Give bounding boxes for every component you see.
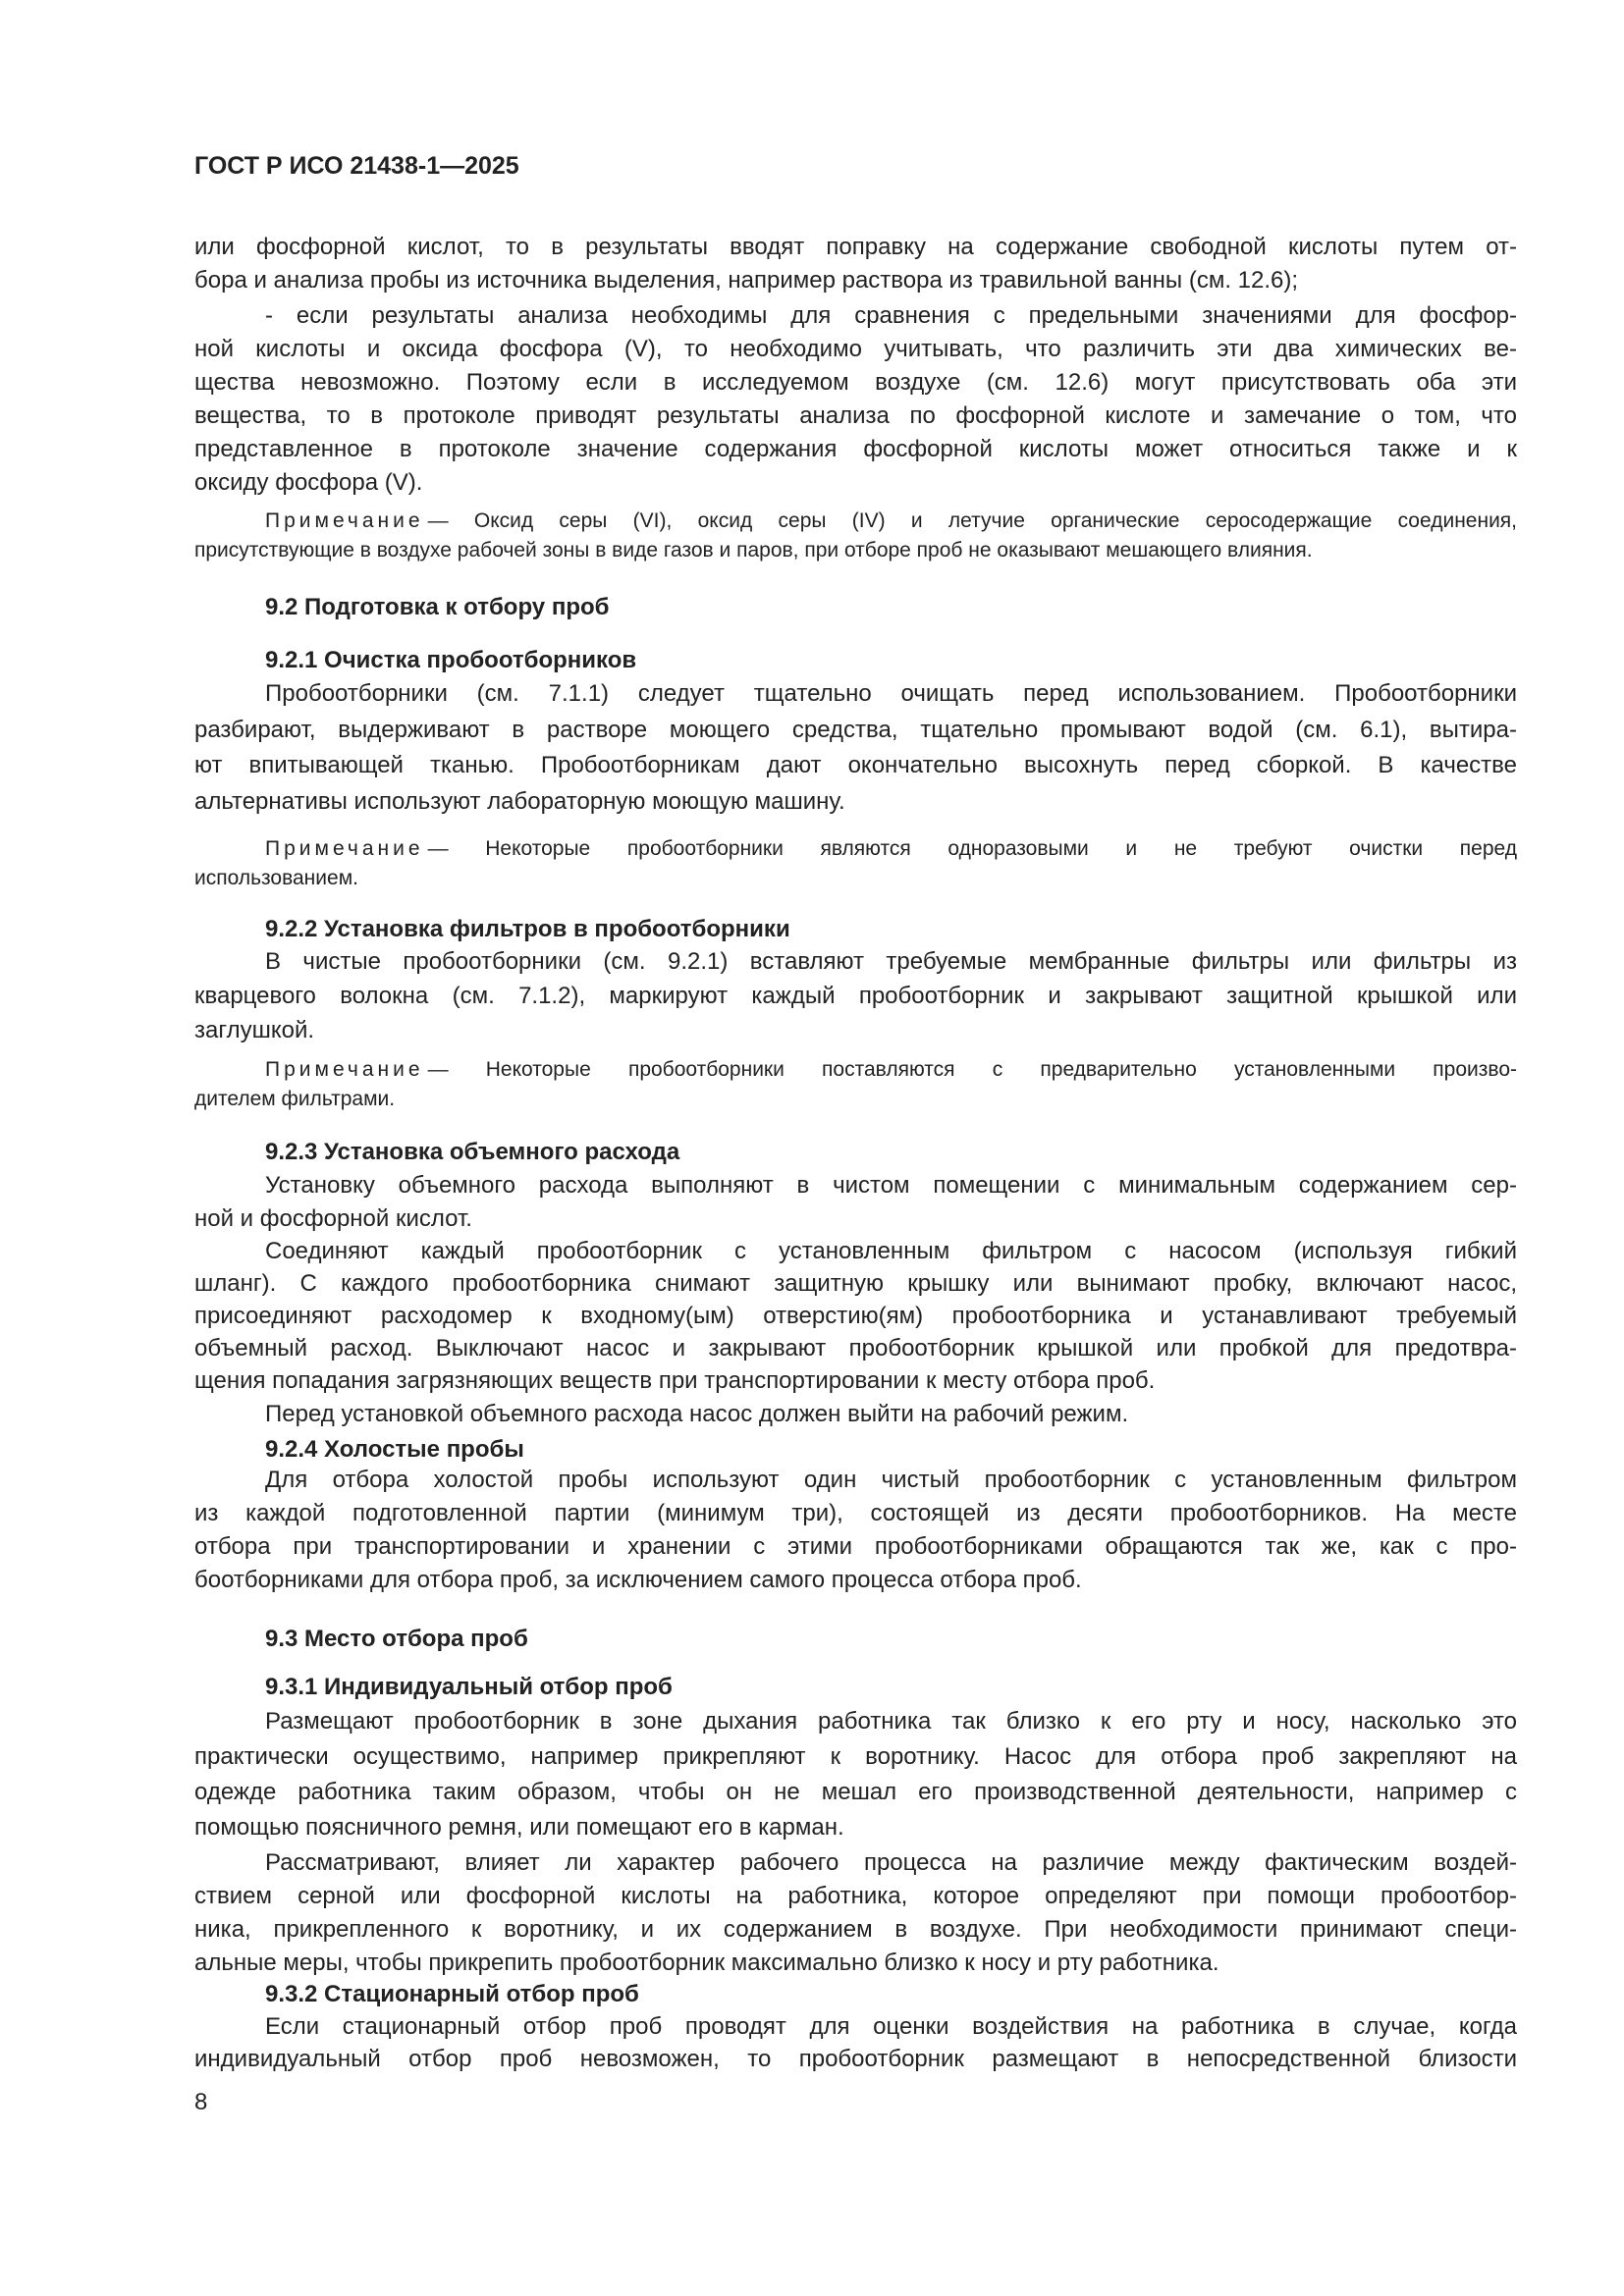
text-line: Соединяют каждый пробоотборник с установленным фильтром с насосом (используя гибкий [265,1238,1517,1264]
text-line: Если стационарный отбор проб проводят для оценки воздействия на работника в случае, когда [265,2013,1517,2040]
paragraph [194,231,1517,297]
text-line: боотборниками для отбора проб, за исключением самого процесса отбора проб. [194,1567,1082,1593]
text-line: вещества, то в протоколе приводят результаты анализа по фосфорной кислоте и замечание о том, что [194,402,1517,429]
note-label: Примечание [265,837,424,860]
text-line: Установку объемного расхода выполняют в чистом помещении с минимальным содержанием сер- [265,1172,1517,1199]
section-heading [194,1432,1517,1468]
text-line: кварцевого волокна (см. 7.1.2), маркируют каждый пробоотборник и закрывают защитной крышкой или [194,983,1517,1009]
text-line: Размещают пробоотборник в зоне дыхания работника так близко к его рту и носу, насколько это [265,1708,1517,1735]
note-paragraph [194,1055,1517,1114]
text-line: ника, прикрепленного к воротнику, и их содержанием в воздухе. При необходимости принимают специ- [194,1916,1517,1943]
text-line: представленное в протоколе значение содержания фосфорной кислоты может относиться также и к [194,436,1517,462]
note-paragraph [194,834,1517,893]
text-line: Для отбора холостой пробы используют один чистый пробоотборник с установленным фильтром [265,1467,1517,1493]
text-line: присутствующие в воздухе рабочей зоны в виде газов и паров, при отборе проб не оказывают мешающего влияния. [194,539,1313,561]
page-number: 8 [194,2089,208,2115]
text-line: Пробоотборники (см. 7.1.1) следует тщательно очищать перед использованием. Пробоотборники [265,680,1517,707]
text-line: заглушкой. [194,1017,315,1043]
paragraph [194,676,1517,820]
paragraph [194,1704,1517,1845]
section-heading [194,1622,1517,1657]
text-line: щения попадания загрязняющих веществ при транспортировании к месту отбора проб. [194,1367,1156,1394]
text-line: - если результаты анализа необходимы для сравнения с предельными значениями для фосфор- [265,302,1517,329]
note-label: Примечание [265,509,424,532]
section-heading-text: 9.2.1 Очистка пробоотборников [265,647,637,673]
paragraph [194,944,1517,1047]
section-heading [194,643,1517,678]
section-heading [194,912,1517,947]
text-line: ют впитывающей тканью. Пробоотборникам дают окончательно высохнуть перед сборкой. В качестве [194,752,1517,779]
section-heading-text: 9.2.4 Холостые пробы [265,1436,524,1463]
text-line: шланг). С каждого пробоотборника снимают защитную крышку или вынимают пробку, включают насос, [194,1270,1517,1297]
section-heading [194,1135,1517,1170]
text-line [194,1055,1517,1085]
paragraph [194,2010,1517,2075]
text-line: Перед установкой объемного расхода насос должен выйти на рабочий режим. [265,1401,1129,1427]
paragraph [194,1169,1517,1236]
text-line: оксиду фосфора (V). [194,469,423,496]
text-line: помощью поясничного ремня, или помещают его в карман. [194,1814,844,1841]
text-line [194,834,1517,864]
text-line: индивидуальный отбор проб невозможен, то пробоотборник размещают в непосредственной близости [194,2046,1517,2072]
text-line: использованием. [194,867,358,889]
paragraph [194,299,1517,500]
section-heading-text: 9.2 Подготовка к отбору проб [265,594,610,620]
text-line: бора и анализа пробы из источника выделения, например раствора из травильной ванны (см. 12.6); [194,267,1299,294]
section-heading [194,1670,1517,1705]
note-text: — Оксид серы (VI), оксид серы (IV) и летучие органические серосодержащие соединения, [427,509,1517,532]
paragraph [194,1846,1517,1980]
section-heading-text: 9.2.2 Установка фильтров в пробоотборники [265,916,790,942]
section-heading [194,590,1517,625]
section-heading-text: 9.3.1 Индивидуальный отбор проб [265,1674,673,1700]
section-heading-text: 9.2.3 Установка объемного расхода [265,1139,680,1165]
text-line: одежде работника таким образом, чтобы он не мешал его производственной деятельности, например с [194,1779,1517,1805]
text-line: отбора при транспортировании и хранении с этими пробоотборниками обращаются так же, как с про- [194,1533,1517,1560]
text-line: ной и фосфорной кислот. [194,1205,472,1232]
text-line: альные меры, чтобы прикрепить пробоотборник максимально близко к носу и рту работника. [194,1949,1219,1976]
note-paragraph [194,507,1517,565]
section-heading-text: 9.3 Место отбора проб [265,1626,528,1652]
text-line: ствием серной или фосфорной кислоты на работника, которое определяют при помощи пробоотбор- [194,1883,1517,1909]
text-line: из каждой подготовленной партии (минимум три), состоящей из десяти пробоотборников. На месте [194,1500,1517,1526]
text-line: ной кислоты и оксида фосфора (V), то необходимо учитывать, что различить эти два химических ве- [194,336,1517,362]
note-text: — Некоторые пробоотборники являются одноразовыми и не требуют очистки перед [427,837,1517,860]
text-line: альтернативы используют лабораторную моющую машину. [194,787,845,815]
paragraph [194,1235,1517,1397]
note-text: — Некоторые пробоотборники поставляются с предварительно установленными произво- [427,1058,1517,1081]
text-line: разбирают, выдерживают в растворе моющего средства, тщательно промывают водой (см. 6.1), вытира- [194,716,1517,743]
text-line: или фосфорной кислот, то в результаты вводят поправку на содержание свободной кислоты путем от- [194,234,1517,260]
section-heading [194,1977,1517,2012]
text-line: Рассматривают, влияет ли характер рабочего процесса на различие между фактическим воздей- [265,1849,1517,1876]
text-line: дителем фильтрами. [194,1088,396,1110]
paragraph [194,1464,1517,1597]
text-line: объемный расход. Выключают насос и закрывают пробоотборник крышкой или пробкой для предотвра- [194,1335,1517,1362]
section-heading-text: 9.3.2 Стационарный отбор проб [265,1981,639,2007]
text-line [194,507,1517,536]
text-line: В чистые пробоотборники (см. 9.2.1) вставляют требуемые мембранные фильтры или фильтры из [265,948,1517,975]
paragraph [194,1398,1517,1431]
note-label: Примечание [265,1058,424,1081]
text-line: щества невозможно. Поэтому если в исследуемом воздухе (см. 12.6) могут присутствовать оба эти [194,369,1517,396]
text-line: практически осуществимо, например прикрепляют к воротнику. Насос для отбора проб закрепляют на [194,1743,1517,1770]
text-line: присоединяют расходомер к входному(ым) отверстию(ям) пробоотборника и устанавливают требуемый [194,1303,1517,1329]
document-header-title: ГОСТ Р ИСО 21438-1—2025 [194,152,519,180]
